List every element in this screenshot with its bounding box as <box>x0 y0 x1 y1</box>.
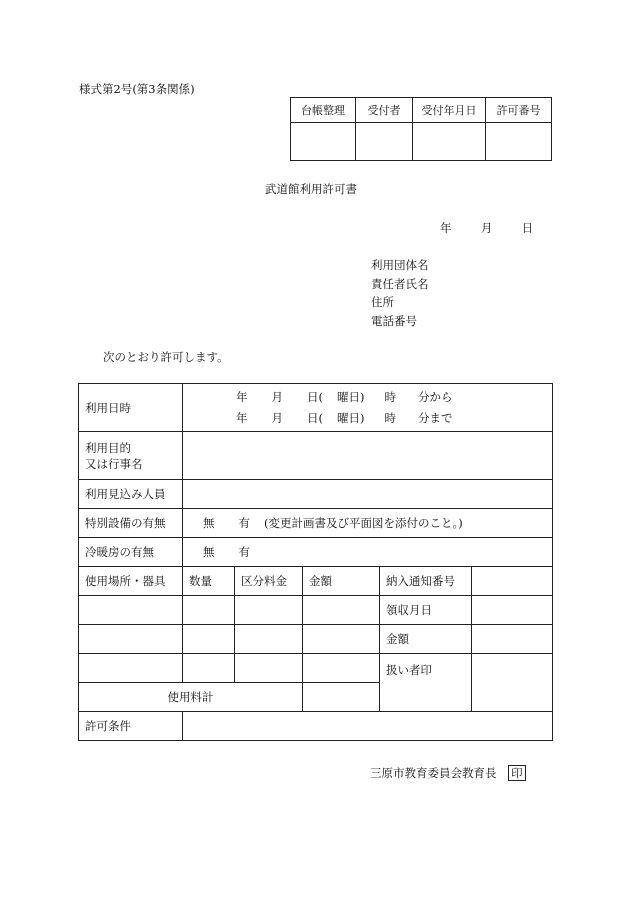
receipt-amount-field[interactable] <box>472 625 553 654</box>
place-cell-2[interactable] <box>79 625 183 654</box>
to-hour-label: 時 <box>384 410 396 425</box>
to-month-label: 月 <box>271 410 283 425</box>
group-name-label: 利用団体名 <box>371 258 429 272</box>
document-title: 武道館利用許可書 <box>265 182 357 196</box>
aircon-yes-option[interactable]: 有 <box>238 545 250 559</box>
receipt-amount-label: 金額 <box>380 625 472 654</box>
special-equipment-note: (変更計画書及び平面図を添付のこと。) <box>264 516 463 530</box>
phone-label: 電話番号 <box>371 314 417 328</box>
signatory <box>370 765 526 781</box>
seal-mark: 印 <box>508 765 526 781</box>
amount-cell-3[interactable] <box>303 654 380 683</box>
signatory-text: 三原市教育委員会教育長 <box>370 766 497 780</box>
notice-number-label: 納入通知番号 <box>380 567 472 596</box>
attendance-label: 利用見込み人員 <box>79 480 183 509</box>
from-minute-suffix: 分から <box>418 389 453 404</box>
issue-year-label: 年 <box>440 221 452 235</box>
place-header: 使用場所・器具 <box>79 567 183 596</box>
total-fee-field[interactable] <box>303 683 380 712</box>
ledger-input-receiver[interactable] <box>356 123 413 161</box>
purpose-label-line1: 利用目的 <box>85 440 131 455</box>
category-fee-header: 区分料金 <box>235 567 303 596</box>
to-day-label: 日( <box>307 410 323 425</box>
category-fee-cell-3[interactable] <box>235 654 303 683</box>
total-fee-label: 使用料計 <box>79 683 303 712</box>
form-number: 様式第2号(第3条関係) <box>79 82 195 96</box>
ledger-input-register[interactable] <box>291 123 356 161</box>
special-yes-option[interactable]: 有 <box>238 516 250 530</box>
to-weekday-label: 曜日) <box>337 410 365 425</box>
intro-text: 次のとおり許可します。 <box>103 350 229 364</box>
special-none-option[interactable]: 無 <box>203 516 215 530</box>
permit-table <box>78 383 553 741</box>
special-equipment-label: 特別設備の有無 <box>79 509 183 538</box>
datetime-label: 利用日時 <box>79 384 183 432</box>
aircon-none-option[interactable]: 無 <box>203 545 215 559</box>
datetime-to-row <box>183 408 552 429</box>
category-fee-cell-2[interactable] <box>235 625 303 654</box>
amount-cell-2[interactable] <box>303 625 380 654</box>
qty-cell-2[interactable] <box>183 625 235 654</box>
ledger-col-permit-number: 許可番号 <box>486 98 552 123</box>
from-hour-label: 時 <box>384 389 396 404</box>
qty-cell-1[interactable] <box>183 596 235 625</box>
conditions-label: 許可条件 <box>79 712 183 741</box>
datetime-field[interactable] <box>183 384 553 432</box>
ledger-col-receiver: 受付者 <box>356 98 413 123</box>
receipt-date-label: 領収月日 <box>380 596 472 625</box>
place-cell-3[interactable] <box>79 654 183 683</box>
ledger-col-received-date: 受付年月日 <box>413 98 486 123</box>
place-cell-1[interactable] <box>79 596 183 625</box>
purpose-field[interactable] <box>183 432 553 480</box>
from-year-label: 年 <box>236 389 248 404</box>
handler-seal-field[interactable] <box>472 654 553 712</box>
category-fee-cell-1[interactable] <box>235 596 303 625</box>
issue-day-label: 日 <box>521 221 534 235</box>
from-month-label: 月 <box>271 389 283 404</box>
qty-header: 数量 <box>183 567 235 596</box>
attendance-field[interactable] <box>183 480 553 509</box>
issue-month-label: 月 <box>480 221 493 235</box>
from-weekday-label: 曜日) <box>337 389 365 404</box>
to-minute-suffix: 分まで <box>418 410 453 425</box>
amount-header: 金額 <box>303 567 380 596</box>
ledger-table <box>290 97 552 161</box>
special-equipment-field[interactable] <box>183 509 553 538</box>
from-day-label: 日( <box>307 389 323 404</box>
to-year-label: 年 <box>236 410 248 425</box>
purpose-label-line2: 又は行事名 <box>85 456 143 471</box>
datetime-from-row <box>183 387 552 408</box>
amount-cell-1[interactable] <box>303 596 380 625</box>
address-label: 住所 <box>371 295 394 309</box>
aircon-label: 冷暖房の有無 <box>79 538 183 567</box>
issue-date <box>440 220 533 236</box>
conditions-field[interactable] <box>183 712 553 741</box>
qty-cell-3[interactable] <box>183 654 235 683</box>
ledger-col-register: 台帳整理 <box>291 98 356 123</box>
ledger-input-permit-number[interactable] <box>486 123 552 161</box>
receipt-date-field[interactable] <box>472 596 553 625</box>
responsible-person-label: 責任者氏名 <box>371 277 429 291</box>
purpose-label <box>79 432 183 480</box>
aircon-field[interactable] <box>183 538 553 567</box>
handler-seal-label: 扱い者印 <box>380 654 472 712</box>
ledger-input-received-date[interactable] <box>413 123 486 161</box>
notice-number-field[interactable] <box>472 567 553 596</box>
